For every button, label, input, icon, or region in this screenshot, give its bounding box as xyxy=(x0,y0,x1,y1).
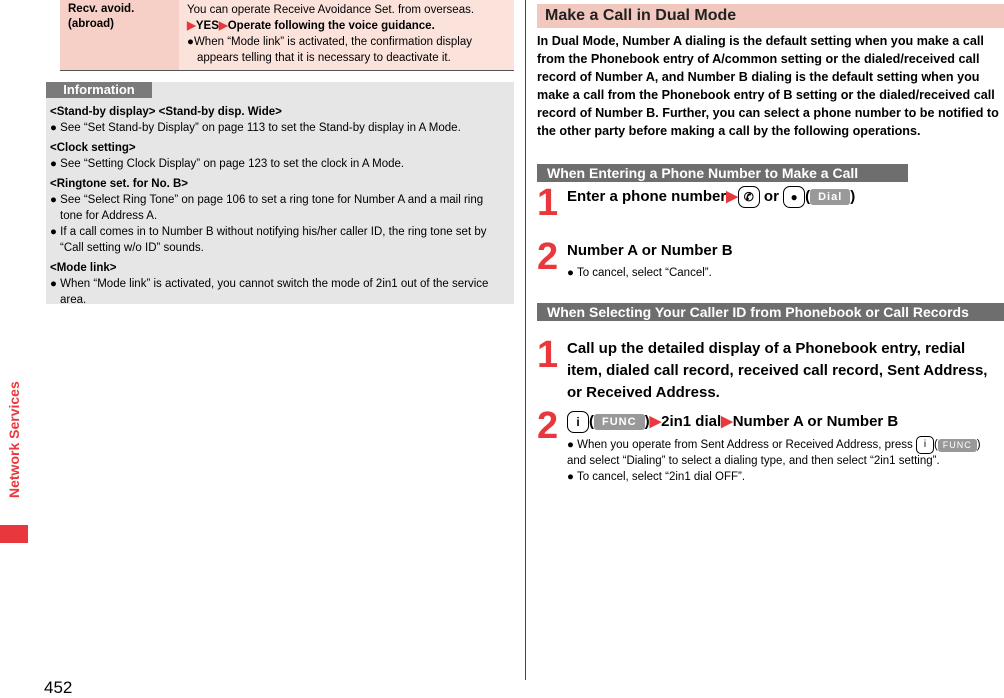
subsection-header-select-caller-id: When Selecting Your Caller ID from Phonebook or Call Records xyxy=(537,303,1004,321)
table-note-text: When “Mode link” is activated, the confirmation display appears telling that it is necessary to deactivate it. xyxy=(193,36,472,64)
step-2in1-dial: i ( FUNC )▶2in1 dial▶Number A or Number B xyxy=(567,411,1004,433)
arrow-right-icon: ▶ xyxy=(721,413,733,430)
func-softkey: FUNC xyxy=(594,414,645,430)
table-label-cell xyxy=(60,0,179,70)
info-bullet-text: See “Select Ring Tone” on page 106 to set a ring tone for Number A and a mail ring tone for Address A. xyxy=(60,194,484,222)
step-note-text: When you operate from Sent Address or Received Address, press xyxy=(577,439,913,452)
center-key-icon: ● xyxy=(783,186,805,208)
step-note-text: and select “Dialing” to select a dialing type, and then select “2in1 setting”. xyxy=(567,455,940,467)
table-bottom-rule xyxy=(60,70,514,71)
step-note-text: To cancel, select “Cancel”. xyxy=(576,267,712,279)
operate-label: Operate following the voice guidance. xyxy=(227,20,435,32)
2in1-dial-text: 2in1 dial xyxy=(661,413,722,430)
table-note xyxy=(187,34,507,66)
info-bullet: ● See “Setting Clock Display” on page 123 to set the clock in A Mode. xyxy=(50,158,405,170)
info-bullet: ● If a call comes in to Number B without notifying his/her caller ID, the ring tone set by “Call setting w/o ID” sounds. xyxy=(50,226,487,254)
info-bullet-text: See “Setting Clock Display” on page 123 to set the clock in A Mode. xyxy=(60,158,405,170)
table-desc: You can operate Receive Avoidance Set. from overseas. xyxy=(187,4,475,16)
step-number: 1 xyxy=(537,182,559,224)
section-title: Make a Call in Dual Mode xyxy=(537,4,1004,28)
side-tab-marker xyxy=(0,525,28,543)
step-text: Enter a phone number xyxy=(567,188,727,205)
info-heading: <Stand-by display> <Stand-by disp. Wide> xyxy=(50,106,282,118)
step-note: ● To cancel, select “Cancel”. xyxy=(567,267,712,279)
information-title: Information xyxy=(46,82,152,98)
step-note: ● To cancel, select “2in1 dial OFF”. xyxy=(567,471,746,483)
page-number: 452 xyxy=(44,678,73,697)
info-bullet-text: When “Mode link” is activated, you cannot switch the mode of 2in1 out of the service area. xyxy=(60,278,489,306)
arrow-right-icon: ▶ xyxy=(726,188,738,205)
call-key-icon: ✆ xyxy=(738,186,760,208)
imode-key-icon: i xyxy=(567,411,589,433)
intro-paragraph: In Dual Mode, Number A dialing is the default setting when you make a call from the Phonebook entry of A/common setting or the dialed/received call record of Number A, and Number B dialing is the default setting when you make a call from the Phonebook entry of B setting or the dialed/received call record of Number B. Further, you can select a phone number to be notified to the other party before making a call by the following operations. xyxy=(537,34,999,138)
side-strip xyxy=(0,0,28,697)
step-number: 2 xyxy=(537,405,559,447)
step-call-up-display: Call up the detailed display of a Phonebook entry, redial item, dialed call record, received call record, Sent Address, or Received Address. xyxy=(567,340,988,401)
yes-label: YES xyxy=(195,20,219,32)
step-select-number: Number A or Number B xyxy=(567,242,733,259)
column-divider xyxy=(525,0,526,680)
step-note: ● When you operate from Sent Address or Received Address, press i ( FUNC ) and select “Dialing” to select a dialing type, and then select “2in1 setting”. xyxy=(567,436,1002,469)
table-action xyxy=(187,18,507,34)
table-label: Recv. avoid. (abroad) xyxy=(68,3,135,30)
settings-table-row xyxy=(60,0,514,70)
imode-key-icon: i xyxy=(916,436,934,454)
info-bullet: ● When “Mode link” is activated, you cannot switch the mode of 2in1 out of the service area. xyxy=(50,278,489,306)
step-number: 1 xyxy=(537,334,559,376)
step-number: 2 xyxy=(537,236,559,278)
info-heading: <Mode link> xyxy=(50,262,117,274)
or-text: or xyxy=(763,188,779,205)
info-bullet-text: If a call comes in to Number B without notifying his/her caller ID, the ring tone set by “Call setting w/o ID” sounds. xyxy=(60,226,487,254)
information-body xyxy=(50,100,508,308)
step-note-text: To cancel, select “2in1 dial OFF”. xyxy=(576,471,746,483)
func-softkey: FUNC xyxy=(938,439,977,452)
step-enter-number: Enter a phone number▶ ✆ or ● ( Dial ) xyxy=(567,186,1004,208)
arrow-right-icon: ▶ xyxy=(187,20,196,32)
info-bullet-text: See “Set Stand-by Display” on page 113 to set the Stand-by display in A Mode. xyxy=(60,122,461,134)
arrow-right-icon: ▶ xyxy=(218,20,228,32)
info-heading: <Clock setting> xyxy=(50,142,136,154)
number-a-or-b-text: Number A or Number B xyxy=(732,413,899,430)
dial-softkey: Dial xyxy=(810,189,850,205)
arrow-right-icon: ▶ xyxy=(649,413,662,430)
info-bullet: ● See “Select Ring Tone” on page 106 to set a ring tone for Number A and a mail ring tone for Address A. xyxy=(50,194,484,222)
table-desc-cell xyxy=(187,2,507,66)
subsection-header-enter-number: When Entering a Phone Number to Make a Call xyxy=(537,164,908,182)
info-bullet: ● See “Set Stand-by Display” on page 113 to set the Stand-by display in A Mode. xyxy=(50,122,461,134)
bullet-icon: ● xyxy=(187,36,194,48)
info-heading: <Ringtone set. for No. B> xyxy=(50,178,189,190)
section-side-label: Network Services xyxy=(6,381,22,498)
